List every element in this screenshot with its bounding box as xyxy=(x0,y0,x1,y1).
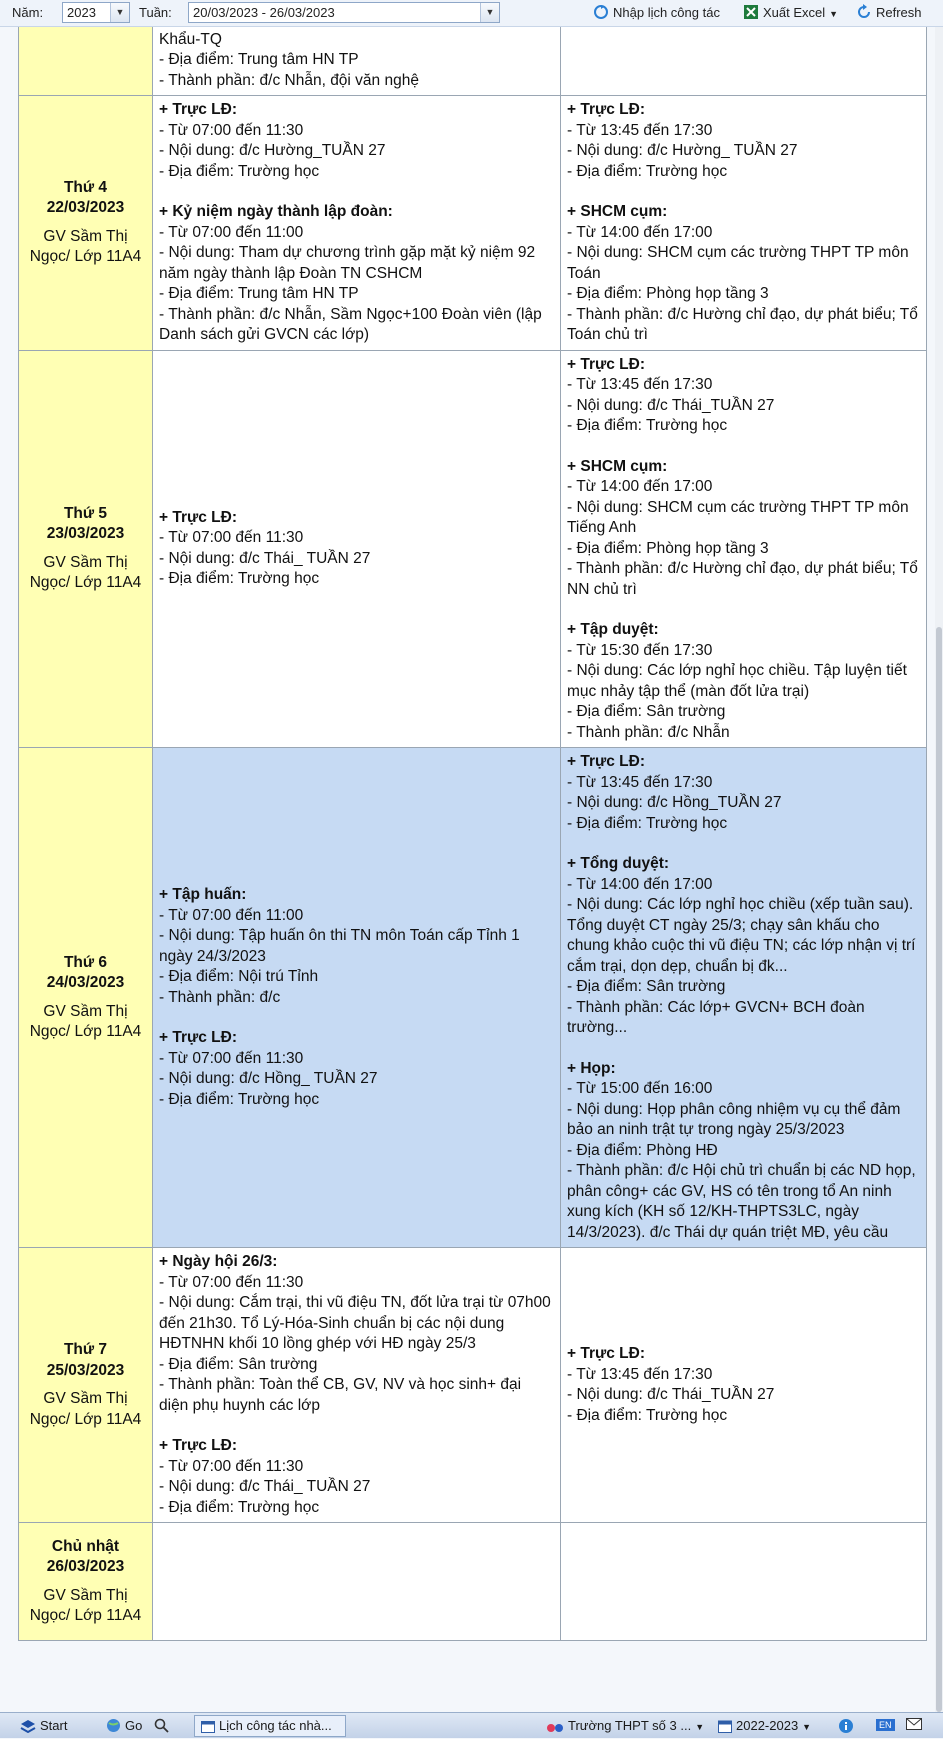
schedule-event xyxy=(567,100,920,182)
taskbar xyxy=(0,1712,943,1738)
day-cell xyxy=(19,1523,153,1641)
schedule-row xyxy=(19,748,927,1248)
event-detail-line: - Nội dung: đ/c Hường_ TUẦN 27 xyxy=(567,142,798,159)
event-detail-line: - Từ 14:00 đến 17:00 xyxy=(567,478,713,495)
day-cell xyxy=(19,96,153,351)
excel-icon xyxy=(743,4,759,20)
event-detail-line: - Nội dung: đ/c Thái_TUẦN 27 xyxy=(567,1386,775,1403)
event-detail-line: - Từ 07:00 đến 11:30 xyxy=(159,121,304,139)
afternoon-slot[interactable] xyxy=(561,1248,927,1523)
event-title: + Trực LĐ: xyxy=(567,753,645,770)
day-date: 26/03/2023 xyxy=(46,1558,125,1575)
mail-icon[interactable] xyxy=(906,1718,922,1733)
event-detail-line: - Từ 14:00 đến 17:00 xyxy=(567,875,713,893)
afternoon-slot[interactable] xyxy=(561,96,927,351)
start-label: Start xyxy=(40,1718,68,1733)
week-select[interactable] xyxy=(188,2,500,23)
schedule-row xyxy=(19,96,927,351)
morning-slot[interactable] xyxy=(153,27,561,96)
event-detail-line: - Nội dung: đ/c Thái_ TUẦN 27 xyxy=(159,549,371,567)
schedule-event xyxy=(567,202,920,346)
event-detail-line: - Thành phần: Toàn thể CB, GV, NV và học sinh+ đại diện phụ huynh các lớp xyxy=(159,1376,522,1414)
schedule-event xyxy=(159,885,554,1008)
start-icon xyxy=(20,1719,36,1736)
assignee: GV Sầm Thị Ngọc/ Lớp 11A4 xyxy=(29,553,142,592)
event-detail-line: - Thành phần: đ/c Hội chủ trì chuẩn bị các ND họp, phân công+ các GV, HS có tên trong tổ An ninh xung kích (KH số 12/KH-THPTS3LC, ngày 14/3/2023). đ/c Thái dự quán triệt MĐ, yêu cầu xyxy=(567,1162,916,1241)
morning-slot[interactable] xyxy=(153,748,561,1248)
event-detail-line: - Thành phần: đ/c Hường chỉ đạo, dự phát biểu; Tổ NN chủ trì xyxy=(567,560,918,598)
schedule-event xyxy=(159,202,554,346)
event-detail-line: - Địa điểm: Trường học xyxy=(159,162,320,180)
language-indicator[interactable]: EN xyxy=(876,1719,895,1731)
taskbar-task-label: Lịch công tác nhà... xyxy=(219,1718,332,1733)
event-detail-line: - Địa điểm: Trung tâm HN TP xyxy=(159,285,359,302)
week-value: 20/03/2023 - 26/03/2023 xyxy=(193,5,335,20)
event-title: + SHCM cụm: xyxy=(567,203,668,220)
event-detail-line: - Nội dung: SHCM cụm các trường THPT TP môn Toán xyxy=(567,244,909,282)
schedule-event xyxy=(567,1059,920,1244)
event-detail-line: - Nội dung: đ/c Hường_TUẦN 27 xyxy=(159,142,386,159)
schedule-row xyxy=(19,1523,927,1641)
event-detail-line: - Từ 15:00 đến 16:00 xyxy=(567,1080,713,1097)
window-icon xyxy=(201,1719,215,1739)
event-detail-line: - Thành phần: Các lớp+ GVCN+ BCH đoàn trường... xyxy=(567,998,865,1036)
day-name: Thứ 7 xyxy=(63,1341,108,1358)
schedule-row xyxy=(19,350,927,748)
scrollbar-thumb[interactable] xyxy=(936,627,942,1712)
help-icon[interactable] xyxy=(838,1718,854,1737)
event-detail-line: - Địa điểm: Phòng HĐ xyxy=(567,1141,718,1159)
day-cell xyxy=(19,27,153,96)
schedule-event xyxy=(159,27,554,91)
event-detail-line: - Nội dung: Tham dự chương trình gặp mặt kỷ niệm 92 năm ngày thành lập Đoàn TN CSHCM xyxy=(159,244,536,282)
day-name: Thứ 6 xyxy=(63,953,108,971)
assignee: GV Sầm Thị Ngọc/ Lớp 11A4 xyxy=(29,1002,142,1040)
event-detail-line: - Nội dung: Tập huấn ôn thi TN môn Toán cấp Tỉnh 1 ngày 24/3/2023 xyxy=(159,927,520,965)
event-detail-line: - Địa điểm: Sân trường xyxy=(159,1355,318,1373)
schedule-table xyxy=(18,27,927,1641)
event-detail-line: - Từ 07:00 đến 11:30 xyxy=(159,1049,304,1067)
event-title: + Tổng duyệt: xyxy=(567,855,670,872)
week-label: Tuần: xyxy=(139,5,172,20)
event-detail-line: - Địa điểm: Sân trường xyxy=(567,978,726,995)
event-detail-line: - Từ 13:45 đến 17:30 xyxy=(567,376,713,393)
globe-icon xyxy=(106,1718,121,1736)
event-detail-line: - Thành phần: đ/c Nhẫn, đội văn nghệ xyxy=(159,71,419,89)
day-date: 22/03/2023 xyxy=(46,199,125,217)
event-title: + Ngày hội 26/3: xyxy=(159,1253,278,1270)
event-detail-line: - Địa điểm: Trường học xyxy=(567,162,728,180)
chevron-down-icon: ▼ xyxy=(802,1722,812,1732)
event-detail-line: - Nội dung: đ/c Thái_ TUẦN 27 xyxy=(159,1478,371,1495)
event-title: + SHCM cụm: xyxy=(567,457,668,475)
refresh-icon xyxy=(856,4,872,20)
event-detail-line: - Từ 15:30 đến 17:30 xyxy=(567,641,713,659)
event-title: + Trực LĐ: xyxy=(159,101,237,118)
event-detail-line: - Từ 07:00 đến 11:30 xyxy=(159,529,304,547)
chevron-down-icon[interactable]: ▼ xyxy=(110,3,129,22)
year-value: 2023 xyxy=(67,5,96,20)
schedule-event xyxy=(567,355,920,437)
event-detail-line: - Địa điểm: Phòng họp tầng 3 xyxy=(567,539,769,557)
event-title: + Trực LĐ: xyxy=(567,101,645,118)
refresh-label: Refresh xyxy=(876,5,922,20)
event-title: + Trực LĐ: xyxy=(159,1437,237,1454)
event-detail-line: - Địa điểm: Trường học xyxy=(567,814,728,832)
start-button[interactable] xyxy=(20,1718,67,1736)
export-excel-button[interactable] xyxy=(743,4,838,20)
day-date: 25/03/2023 xyxy=(46,1361,125,1379)
go-label: Go xyxy=(125,1718,143,1733)
event-detail-line: - Từ 13:45 đến 17:30 xyxy=(567,121,713,139)
event-detail-line: - Từ 07:00 đến 11:00 xyxy=(159,223,304,241)
schedule-row xyxy=(19,27,927,96)
event-detail-line: - Thành phần: đ/c Hường chỉ đạo, dự phát biểu; Tổ Toán chủ trì xyxy=(567,305,918,343)
schedule-event xyxy=(567,620,920,743)
event-detail-line: - Nội dung: đ/c Thái_TUẦN 27 xyxy=(567,396,775,414)
event-detail-line: - Từ 14:00 đến 17:00 xyxy=(567,223,713,241)
sync-icon xyxy=(593,4,609,20)
event-detail-line: - Địa điểm: Trường học xyxy=(159,1090,320,1108)
event-detail-line: - Địa điểm: Nội trú Tỉnh xyxy=(159,968,319,985)
event-detail-line: - Nội dung: SHCM cụm các trường THPT TP môn Tiếng Anh xyxy=(567,498,909,536)
school-selector[interactable] xyxy=(546,1718,704,1736)
taskbar-task-schedule[interactable] xyxy=(194,1715,346,1737)
event-title: + Trực LĐ: xyxy=(567,355,645,373)
schedule-event xyxy=(567,854,920,1039)
event-detail-line: - Địa điểm: Sân trường xyxy=(567,703,726,720)
event-title: + Tập huấn: xyxy=(159,886,247,903)
event-detail-line: - Thành phần: đ/c xyxy=(159,988,281,1006)
school-year-selector[interactable] xyxy=(718,1718,811,1736)
schedule-event xyxy=(159,1028,554,1110)
event-title: + Trực LĐ: xyxy=(159,508,237,526)
event-detail-line: - Nội dung: đ/c Hồng_TUẦN 27 xyxy=(567,794,782,811)
school-label: Trường THPT số 3 ... xyxy=(568,1718,692,1733)
calendar-icon xyxy=(718,1719,732,1736)
afternoon-slot[interactable] xyxy=(561,1523,927,1641)
event-detail-line: - Địa điểm: Phòng họp tầng 3 xyxy=(567,285,769,302)
event-detail-line: - Nội dung: Các lớp nghỉ học chiều (xếp tuần sau). Tổng duyệt CT ngày 25/3; chạy sân khấu cho chung khảo cuộc thi vũ điệu TN; các lớp nhận vị trí cắm trại, dọn dẹp, chuẩn bị đk... xyxy=(567,896,916,975)
event-detail-line: - Địa điểm: Trường học xyxy=(567,417,728,434)
event-title: + Trực LĐ: xyxy=(567,1345,645,1362)
event-detail-line: - Địa điểm: Trung tâm HN TP xyxy=(159,51,359,68)
schedule-event xyxy=(159,100,554,182)
day-name: Thứ 5 xyxy=(63,504,108,522)
chevron-down-icon: ▼ xyxy=(829,9,839,19)
event-title: + Trực LĐ: xyxy=(159,1029,237,1046)
event-title: + Tập duyệt: xyxy=(567,621,659,638)
day-name: Chủ nhật xyxy=(51,1537,120,1555)
event-detail-line: - Thành phần: đ/c Nhẫn xyxy=(567,723,730,741)
schedule-event xyxy=(567,752,920,834)
morning-slot[interactable] xyxy=(153,96,561,351)
day-date: 24/03/2023 xyxy=(46,974,125,991)
schedule-event xyxy=(159,1436,554,1518)
day-cell xyxy=(19,350,153,748)
schedule-event xyxy=(567,1344,920,1426)
event-detail-line: - Từ 07:00 đến 11:30 xyxy=(159,1457,304,1475)
refresh-button[interactable] xyxy=(856,4,922,20)
event-detail-line: - Nội dung: Các lớp nghỉ học chiều. Tập luyện tiết mục nhảy tập thể (màn đốt lửa trại) xyxy=(567,662,907,700)
afternoon-slot[interactable] xyxy=(561,350,927,748)
assignee: GV Sầm Thị Ngọc/ Lớp 11A4 xyxy=(29,1390,142,1428)
event-detail-line: - Từ 13:45 đến 17:30 xyxy=(567,773,713,791)
day-date: 23/03/2023 xyxy=(46,525,125,543)
assignee: GV Sầm Thị Ngọc/ Lớp 11A4 xyxy=(29,227,142,266)
event-title: + Kỷ niệm ngày thành lập đoàn: xyxy=(159,203,393,220)
day-cell xyxy=(19,748,153,1248)
day-name: Thứ 4 xyxy=(63,178,108,196)
assignee: GV Sầm Thị Ngọc/ Lớp 11A4 xyxy=(29,1586,142,1624)
event-detail-line: - Địa điểm: Trường học xyxy=(159,570,320,588)
search-icon[interactable] xyxy=(154,1718,169,1736)
year-label: Năm: xyxy=(12,5,44,20)
schedule-scroll-area[interactable] xyxy=(0,27,943,1712)
school-year-label: 2022-2023 xyxy=(736,1718,799,1733)
toolbar xyxy=(0,0,943,27)
import-schedule-label: Nhập lịch công tác xyxy=(613,5,720,20)
afternoon-slot[interactable] xyxy=(561,27,927,96)
flag-icon xyxy=(546,1721,564,1736)
afternoon-slot[interactable] xyxy=(561,748,927,1248)
event-detail-line: Khẩu-TQ xyxy=(159,30,222,48)
schedule-event xyxy=(159,1252,554,1416)
chevron-down-icon[interactable]: ▼ xyxy=(480,3,499,22)
event-detail-line: - Từ 07:00 đến 11:30 xyxy=(159,1273,304,1291)
chevron-down-icon: ▼ xyxy=(695,1722,705,1732)
import-schedule-button[interactable] xyxy=(593,4,720,20)
day-cell xyxy=(19,1248,153,1523)
schedule-event xyxy=(159,508,554,590)
morning-slot[interactable] xyxy=(153,350,561,748)
event-detail-line: - Nội dung: đ/c Hồng_ TUẦN 27 xyxy=(159,1070,378,1087)
schedule-row xyxy=(19,1248,927,1523)
event-detail-line: - Thành phần: đ/c Nhẫn, Sầm Ngọc+100 Đoàn viên (lập Danh sách gửi GVCN các lớp) xyxy=(159,305,542,343)
event-title: + Họp: xyxy=(567,1059,616,1077)
event-detail-line: - Địa điểm: Trường học xyxy=(567,1406,728,1424)
event-detail-line: - Từ 13:45 đến 17:30 xyxy=(567,1365,713,1383)
year-select[interactable] xyxy=(62,2,130,23)
go-button[interactable] xyxy=(106,1718,142,1736)
morning-slot[interactable] xyxy=(153,1248,561,1523)
event-detail-line: - Từ 07:00 đến 11:00 xyxy=(159,906,304,924)
event-detail-line: - Địa điểm: Trường học xyxy=(159,1498,320,1516)
morning-slot[interactable] xyxy=(153,1523,561,1641)
vertical-scrollbar[interactable] xyxy=(935,27,943,1712)
schedule-event xyxy=(567,457,920,601)
export-excel-label: Xuất Excel xyxy=(763,5,826,20)
event-detail-line: - Nội dung: Họp phân công nhiệm vụ cụ thể đảm bảo an ninh trật tự trong ngày 25/3/2023 xyxy=(567,1100,901,1138)
event-detail-line: - Nội dung: Cắm trại, thi vũ điệu TN, đốt lửa trại từ 07h00 đến 21h30. Tổ Lý-Hóa-Sinh chuẩn bị các nội dung HĐTNHN khối 10 lồng ghép với HĐ ngày 25/3 xyxy=(159,1294,551,1352)
